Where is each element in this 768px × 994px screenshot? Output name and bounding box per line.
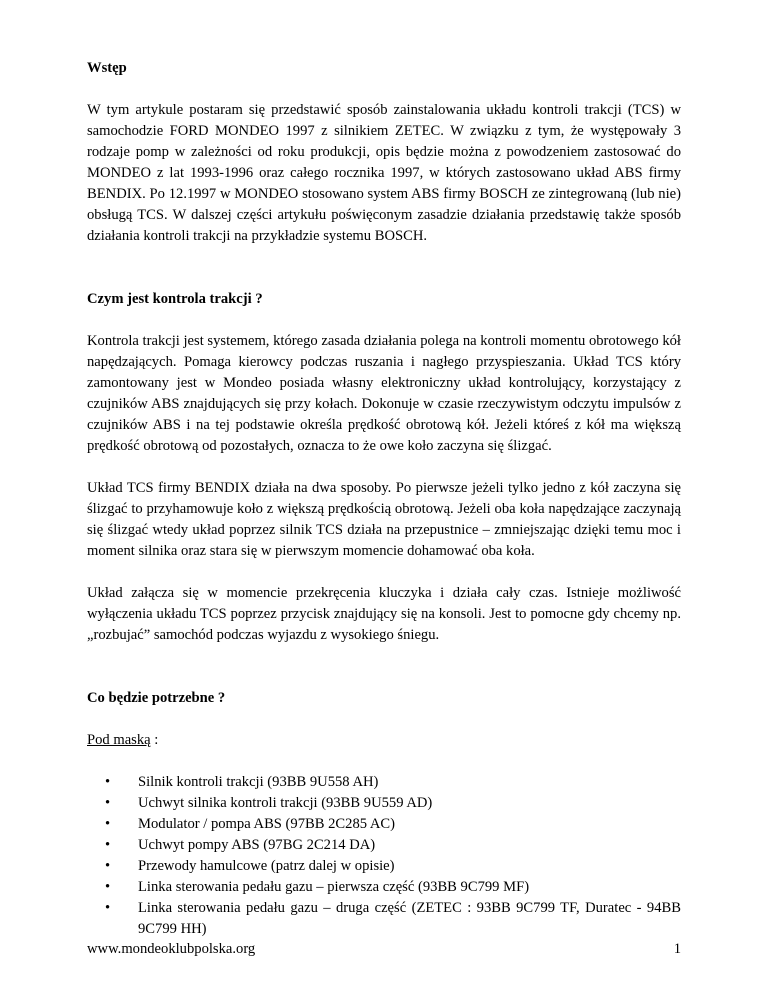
list-item: • Uchwyt silnika kontroli trakcji (93BB 9U559 AD) xyxy=(87,793,681,814)
section-spacer xyxy=(87,646,681,688)
list-item: • Modulator / pompa ABS (97BB 2C285 AC) xyxy=(87,814,681,835)
bullet-icon: • xyxy=(105,795,111,811)
intro-paragraph: W tym artykule postaram się przedstawić sposób zainstalowania układu kontroli trakcji (TCS) w samochodzie FORD MONDEO 1997 z silnikiem ZETEC. W związku z tym, że występowały 3 rodzaje pomp w zależności od roku produkcji, opis będzie można z powodzeniem zastosować do MONDEO z lat 1993-1996 oraz całego rocznika 1997, w których zastosowano układ ABS firmy BENDIX. Po 12.1997 w MONDEO stosowano system ABS firmy BOSCH ze zintegrowaną (lub nie) obsługą TCS. W dalszej części artykułu poświęconym zasadzie działania przedstawię także sposób działania kontroli trakcji na przykładzie systemu BOSCH. xyxy=(87,102,681,244)
tcs-paragraph-1: Kontrola trakcji jest systemem, którego zasada działania polega na kontroli momentu obrotowego kół napędzających. Pomaga kierowcy podczas ruszania i nagłego przyspieszania. Układ TCS który zamontowany jest w Mondeo posiada własny elektroniczny układ kontrolujący, korzystający z czujników ABS znajdujących się przy kołach. Dokonuje w czasie rzeczywistym odczytu impulsów z czujników ABS i na tej podstawie określa prędkość obrotową kół. Jeżeli któreś z kół ma większą prędkość obrotową od pozostałych, oznacza to że owe koło zaczyna się ślizgać. xyxy=(87,333,681,454)
bullet-icon: • xyxy=(105,858,111,874)
list-item: • Silnik kontroli trakcji (93BB 9U558 AH) xyxy=(87,772,681,793)
bullet-icon: • xyxy=(105,774,111,790)
bullet-icon: • xyxy=(105,879,111,895)
section-spacer xyxy=(87,247,681,289)
bullet-icon: • xyxy=(105,837,111,853)
page-footer xyxy=(87,939,681,960)
tcs-paragraph-2: Układ TCS firmy BENDIX działa na dwa sposoby. Po pierwsze jeżeli tylko jedno z kół zaczyna się ślizgać to przyhamowuje koło z większą prędkością obrotową. Jeżeli oba koła napędzające zaczynają się ślizgać wtedy układ poprzez silnik TCS działa na przepustnice – zmniejszając dzięki temu moc i moment silnika oraz stara się w pierwszym momencie dohamować oba koła. xyxy=(87,480,681,559)
list-item: • Uchwyt pompy ABS (97BG 2C214 DA) xyxy=(87,835,681,856)
list-item: • Linka sterowania pedału gazu – druga część (ZETEC : 93BB 9C799 TF, Duratec - 94BB 9C799 HH) xyxy=(105,900,681,937)
footer-website: www.mondeoklubpolska.org xyxy=(87,941,256,957)
tcs-heading: Czym jest kontrola trakcji ? xyxy=(87,291,263,307)
list-item: • Linka sterowania pedału gazu – pierwsza część (93BB 9C799 MF) xyxy=(87,877,681,898)
parts-list xyxy=(87,772,681,940)
intro-heading: Wstęp xyxy=(87,60,127,76)
tcs-paragraph-3: Układ załącza się w momencie przekręcenia kluczyka i działa cały czas. Istnieje możliwość wyłączenia układu TCS poprzez przycisk znajdujący się na konsoli. Jest to pomocne gdy chcemy np. „rozbujać” samochód podczas wyjazdu z wysokiego śniegu. xyxy=(87,585,681,643)
list-item: • Przewody hamulcowe (patrz dalej w opisie) xyxy=(87,856,681,877)
page-number: 1 xyxy=(673,941,681,957)
bullet-icon: • xyxy=(105,900,111,916)
needed-heading: Co będzie potrzebne ? xyxy=(87,690,226,706)
under-hood-subheading: Pod maską : xyxy=(87,732,159,748)
bullet-icon: • xyxy=(105,816,111,832)
